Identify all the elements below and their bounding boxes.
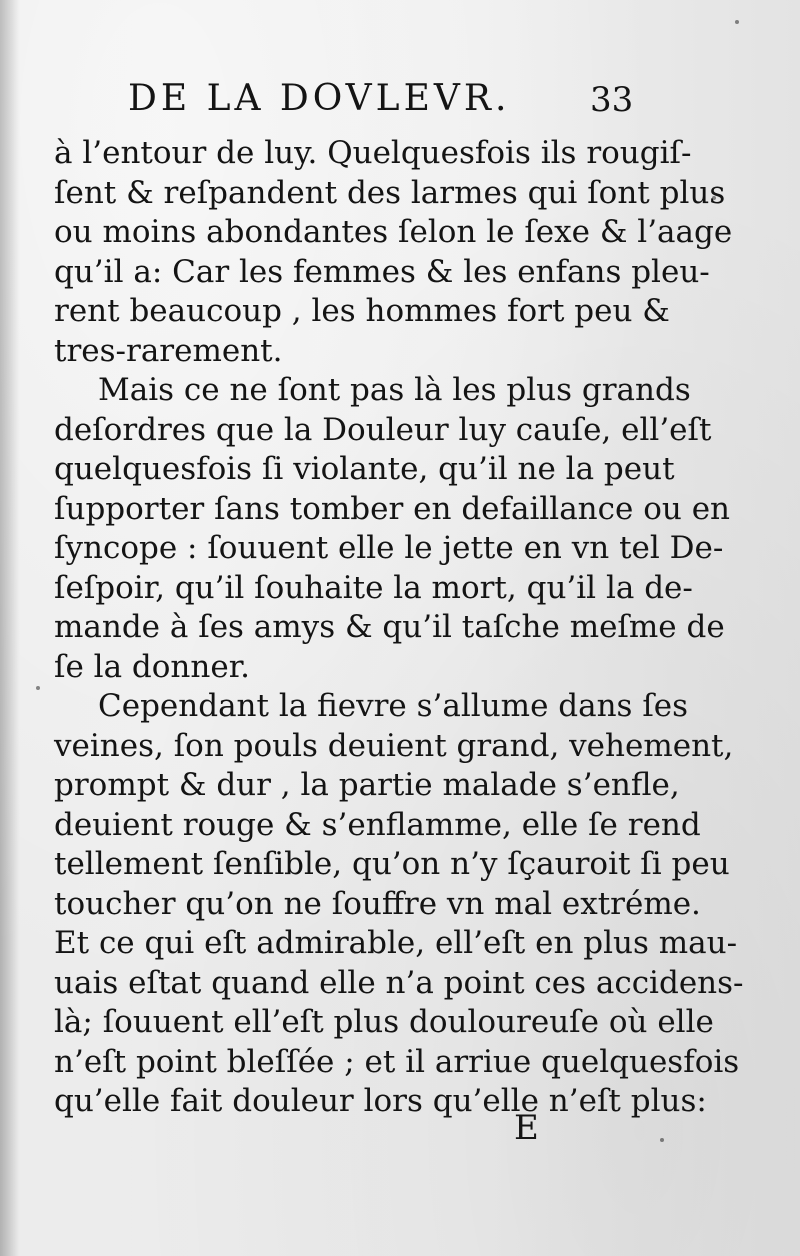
running-head: DE LA DOVLEVR.	[128, 78, 511, 119]
text-line: tellement ſenſible, qu’on n’y ſçauroit ſi peu	[54, 846, 730, 882]
body-text	[54, 134, 744, 1122]
text-line: ſe la donner.	[54, 648, 250, 685]
text-line: Et ce qui eſt admirable, ell’eſt en plus mau-	[54, 925, 738, 961]
text-line: deuient rouge & s’enflamme, elle ſe rend	[54, 806, 701, 843]
text-line: deſordres que la Douleur luy cauſe, ell’eſt	[54, 411, 712, 448]
text-line: ſyncope : ſouuent elle le jette en vn tel De-	[54, 530, 724, 566]
text-line: là; ſouuent ell’eſt plus douloureuſe où elle	[54, 1004, 714, 1040]
text-line: ou moins abondantes ſelon le ſexe & l’aage	[54, 214, 733, 250]
text-line: uais eſtat quand elle n’a point ces accidens-	[54, 964, 744, 1001]
paper-speck	[36, 686, 40, 690]
text-line: toucher qu’on ne ſouffre vn mal extréme.	[54, 885, 701, 922]
text-line: ſeſpoir, qu’il ſouhaite la mort, qu’il la de-	[54, 569, 693, 606]
text-line: qu’il a: Car les femmes & les enfans pleu-	[54, 253, 710, 290]
text-line: prompt & dur , la partie malade s’enfle,	[54, 767, 680, 803]
paper-speck	[712, 196, 716, 200]
text-line: ſent & reſpandent des larmes qui ſont plus	[54, 174, 726, 211]
text-line: ſupporter ſans tomber en defaillance ou en	[54, 490, 731, 527]
text-line: à l’entour de luy. Quelquesfois ils rougiſ-	[54, 135, 692, 171]
paper-speck	[735, 20, 739, 24]
text-line: n’eſt point bleſſée ; et il arriue quelquesfois	[54, 1043, 740, 1080]
text-line: Cependant la fievre s’allume dans ſes	[98, 688, 689, 724]
signature-mark: E	[514, 1108, 539, 1148]
text-line: rent beaucoup , les hommes fort peu &	[54, 293, 670, 329]
gutter-shadow	[0, 0, 20, 1256]
paper-speck	[660, 1138, 664, 1142]
text-line: quelquesfois ſi violante, qu’il ne la peut	[54, 451, 675, 487]
text-line: qu’elle fait douleur lors qu’elle n’eſt plus:	[54, 1083, 707, 1119]
text-line: Mais ce ne ſont pas là les plus grands	[98, 372, 691, 408]
text-line: mande à ſes amys & qu’il taſche meſme de	[54, 609, 725, 645]
text-line: tres-rarement.	[54, 332, 283, 369]
text-line: veines, ſon pouls deuient grand, vehement,	[54, 727, 734, 764]
page-number: 33	[590, 80, 634, 120]
